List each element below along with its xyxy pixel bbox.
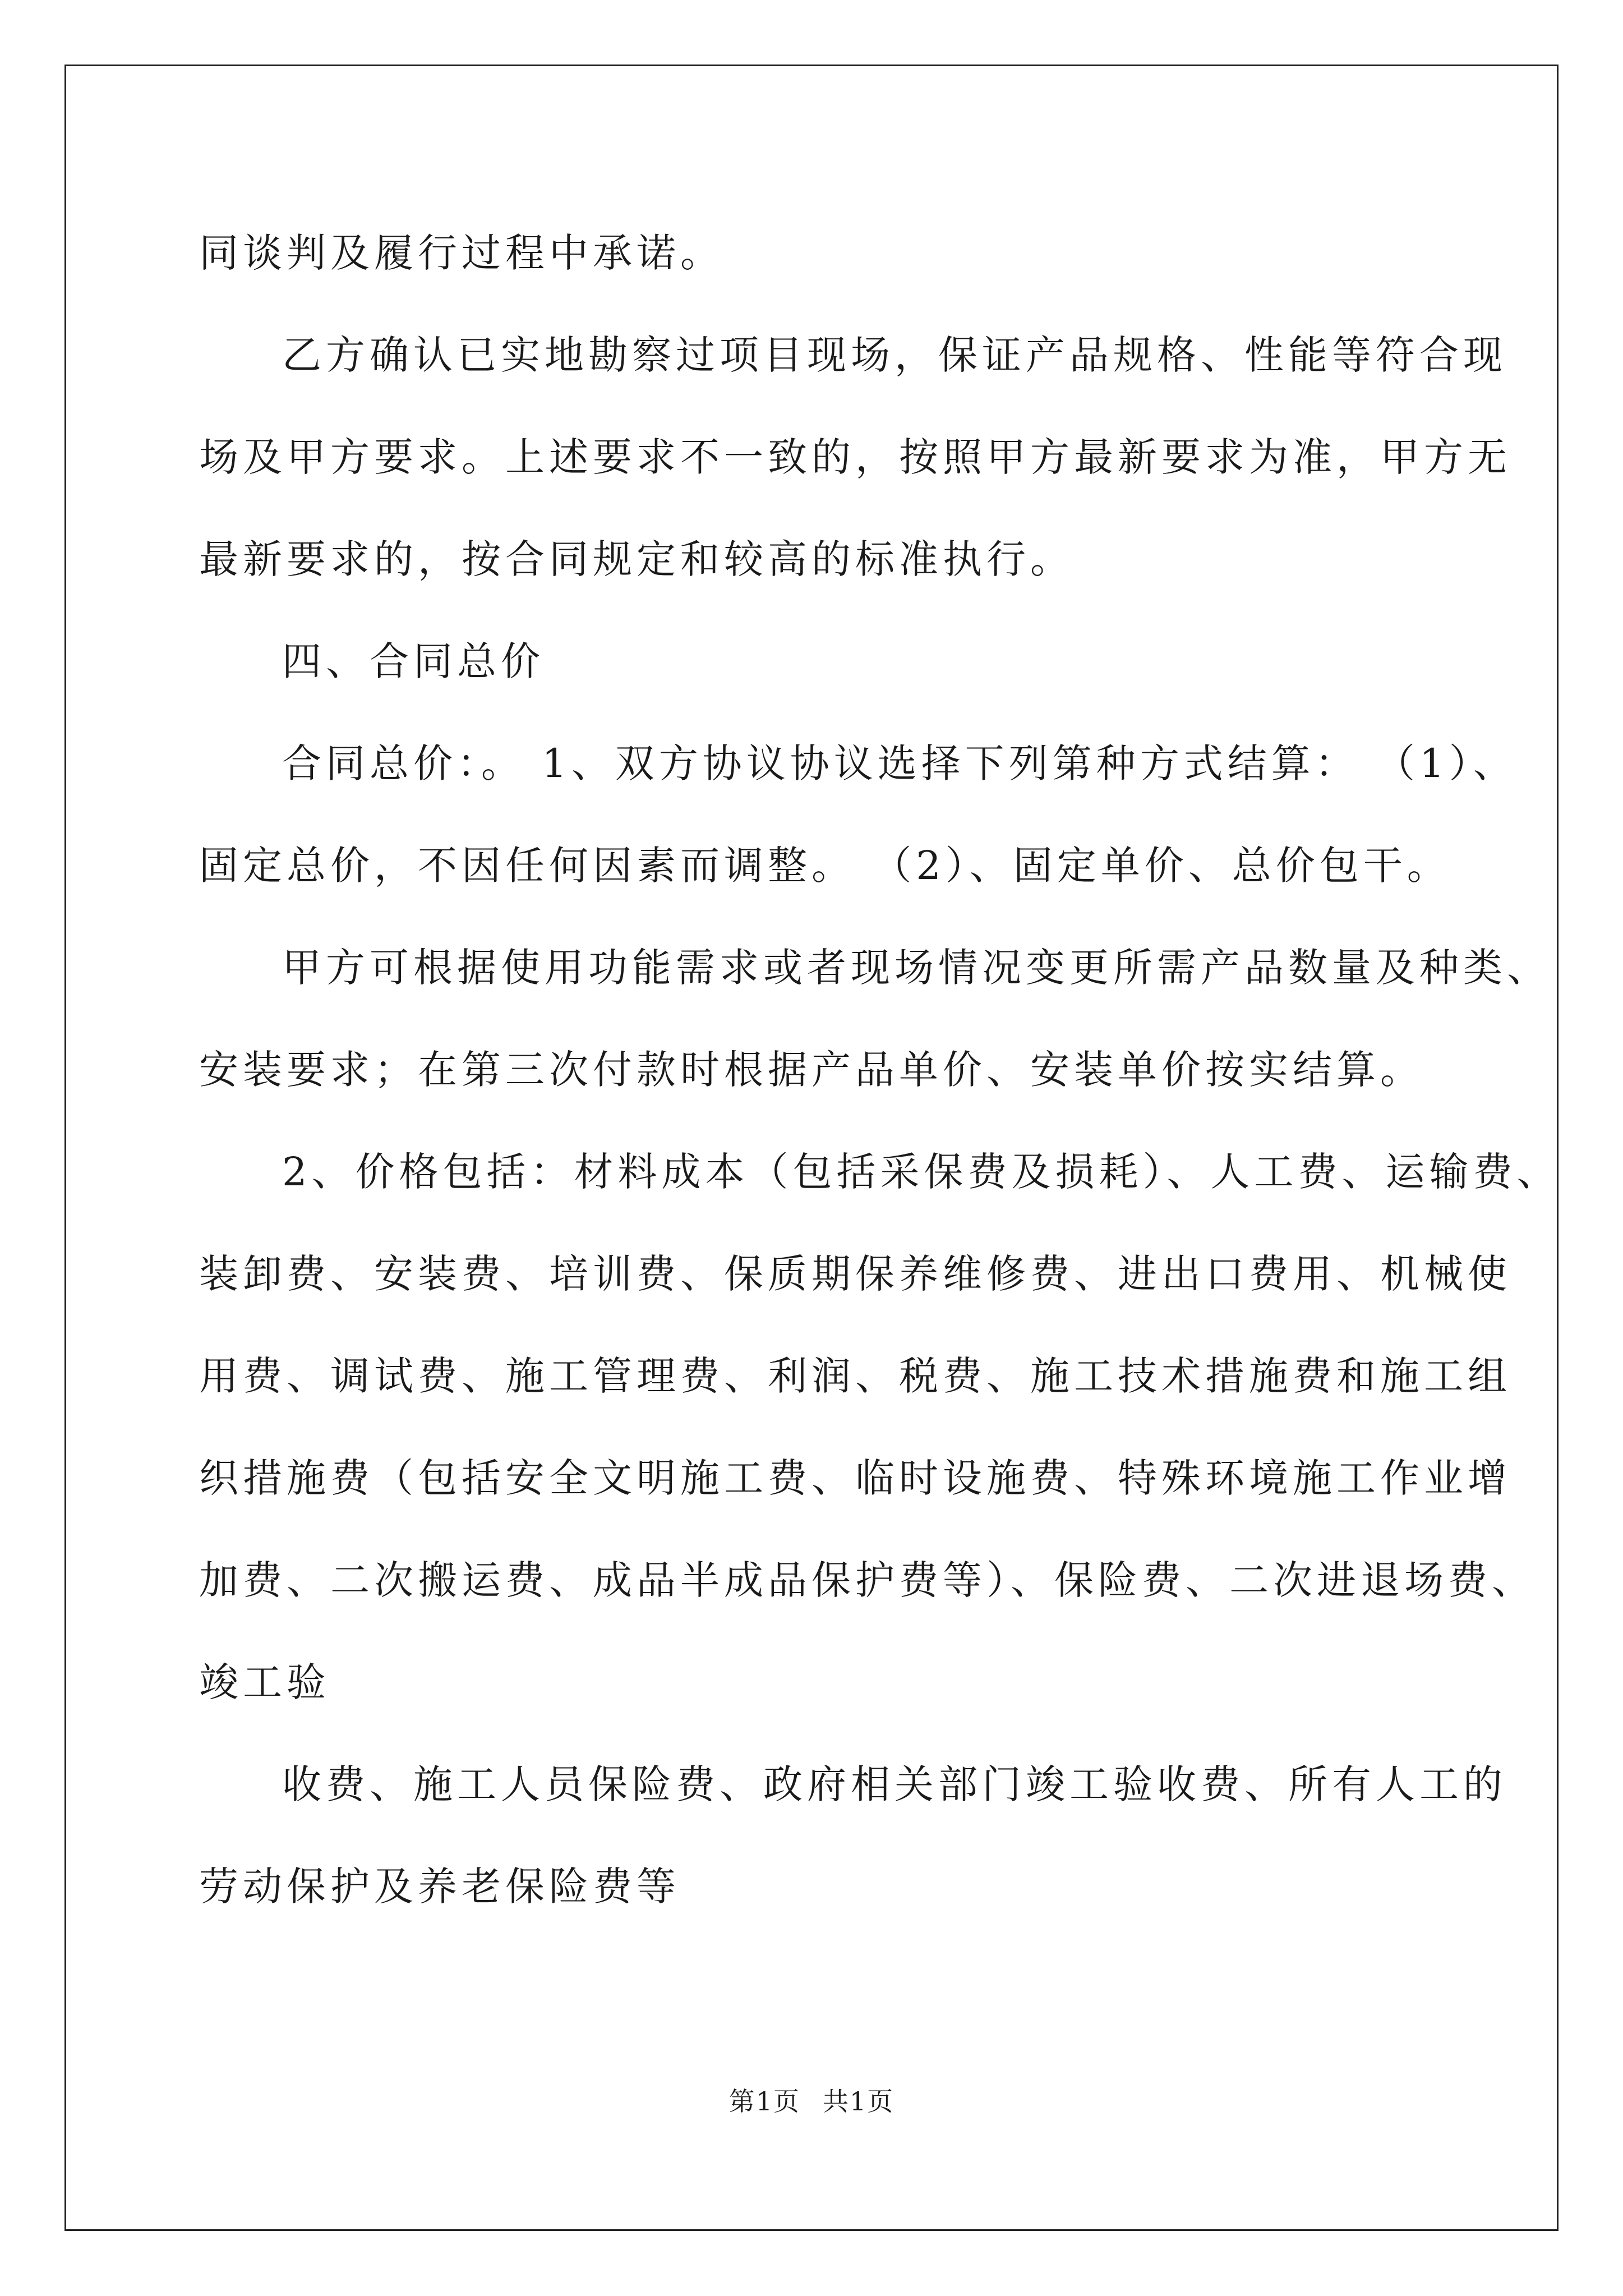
text-line: 用费、调试费、施工管理费、利润、税费、施工技术措施费和施工组	[199, 1353, 1511, 1399]
document-body	[199, 202, 1561, 1938]
text-line: 安装要求；在第三次付款时根据产品单价、安装单价按实结算。	[199, 1047, 1424, 1093]
text-line: 劳动保护及养老保险费等	[199, 1864, 680, 1910]
text-line: 甲方可根据使用功能需求或者现场情况变更所需产品数量及种类、	[282, 945, 1551, 991]
text-line: 2、价格包括：材料成本（包括采保费及损耗）、人工费、运输费、	[282, 1149, 1561, 1195]
text-line: 织措施费（包括安全文明施工费、临时设施费、特殊环境施工作业增	[199, 1455, 1511, 1501]
text-line: 收费、施工人员保险费、政府相关部门竣工验收费、所有人工的	[282, 1761, 1507, 1807]
text-line: 固定总价，不因任何因素而调整。 （2）、固定单价、总价包干。	[199, 843, 1451, 889]
text-line: 合同总价：。 1、双方协议协议选择下列第种方式结算： （1）、	[282, 740, 1517, 786]
text-line: 场及甲方要求。上述要求不一致的，按照甲方最新要求为准，甲方无	[199, 434, 1511, 480]
text-line: 装卸费、安装费、培训费、保质期保养维修费、进出口费用、机械使	[199, 1251, 1511, 1297]
text-line: 竣工验	[199, 1659, 330, 1705]
section-heading: 四、合同总价	[282, 638, 545, 684]
page-footer	[0, 2081, 1623, 2118]
text-line: 最新要求的，按合同规定和较高的标准执行。	[199, 536, 1074, 582]
text-line: 乙方确认已实地勘察过项目现场，保证产品规格、性能等符合现	[282, 332, 1507, 378]
page-number: 第1页	[728, 2086, 800, 2116]
text-line: 同谈判及履行过程中承诺。	[199, 230, 724, 276]
page-total: 共1页	[823, 2086, 895, 2116]
text-line: 加费、二次搬运费、成品半成品保护费等）、保险费、二次进退场费、	[199, 1557, 1536, 1603]
